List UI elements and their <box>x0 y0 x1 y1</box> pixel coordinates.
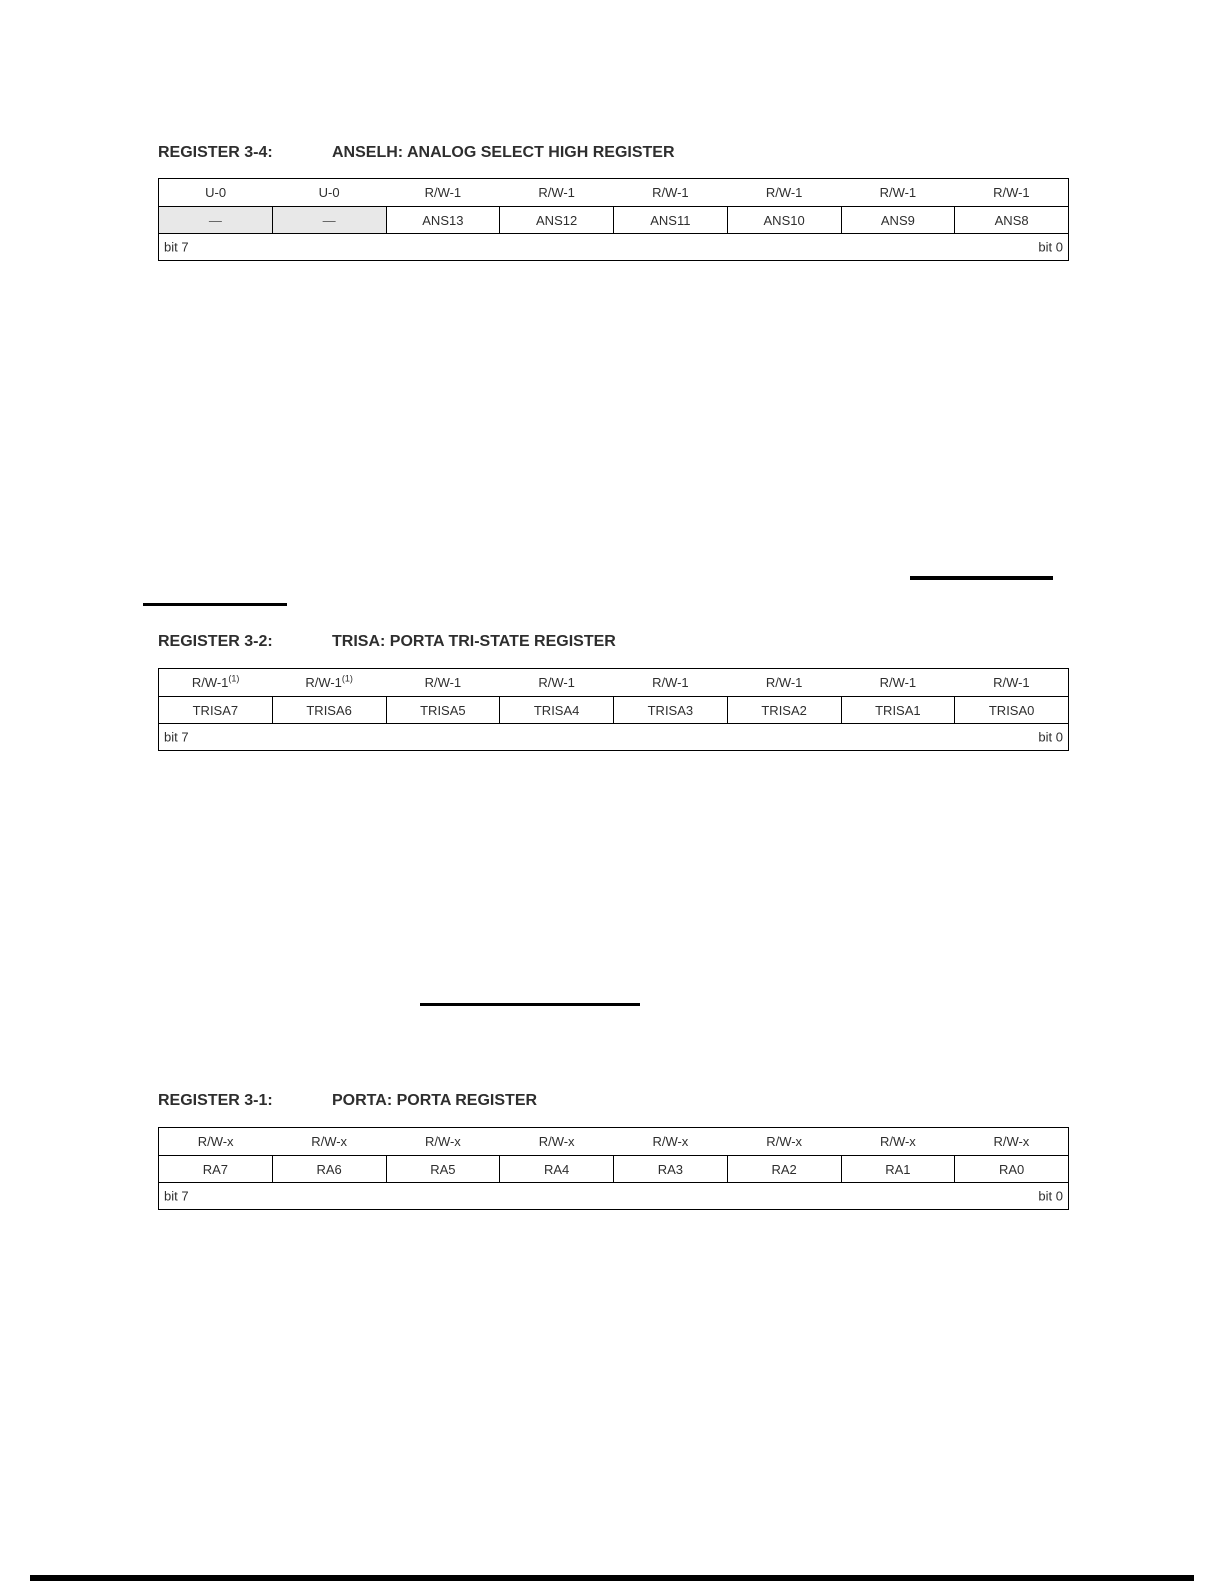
bit-name-cell: RA7 <box>159 1156 273 1183</box>
bit-name-cell: ANS9 <box>841 207 955 234</box>
register-block-porta <box>158 1092 1069 1210</box>
bit-name-cell: — <box>159 207 273 234</box>
bit-type-cell: R/W-1 <box>841 669 955 697</box>
underline-rule <box>910 576 1053 580</box>
bit0-label: bit 0 <box>1038 1188 1063 1204</box>
bit-name-cell: TRISA0 <box>955 697 1069 724</box>
underline-rule <box>143 603 287 606</box>
bit-type-cell: R/W-1$^{(1)}$ <box>272 669 386 697</box>
bit-type-cell: R/W-x <box>500 1128 614 1156</box>
footnote-superscript: (1) <box>341 673 353 684</box>
bit-type-cell: U-0 <box>272 179 386 207</box>
bit-type-cell: U-0 <box>159 179 273 207</box>
bit-range-row <box>159 234 1069 261</box>
register-title: PORTA: PORTA REGISTER <box>332 1092 538 1109</box>
register-label: REGISTER 3-4: <box>158 144 273 161</box>
bit-name-cell: RA5 <box>386 1156 500 1183</box>
bit-range-row <box>159 1183 1069 1210</box>
bit-type-cell: R/W-1 <box>727 669 841 697</box>
bit-type-cell: R/W-x <box>727 1128 841 1156</box>
bit-name-cell: ANS13 <box>386 207 500 234</box>
bit-type-cell: R/W-1 <box>500 669 614 697</box>
bit-type-cell: R/W-1$^{(1)}$ <box>159 669 273 697</box>
register-table-anselh <box>158 178 1069 261</box>
register-title: TRISA: PORTA TRI-STATE REGISTER <box>332 633 616 650</box>
bit7-label: bit 7 <box>164 729 189 745</box>
bit-name-cell: RA6 <box>272 1156 386 1183</box>
register-heading <box>158 144 1069 162</box>
register-table-trisa <box>158 668 1069 751</box>
register-block-trisa <box>158 633 1069 751</box>
bit-name-cell: RA2 <box>727 1156 841 1183</box>
bit-name-cell: — <box>272 207 386 234</box>
register-table-porta <box>158 1127 1069 1210</box>
bit-name-cell: TRISA2 <box>727 697 841 724</box>
register-label: REGISTER 3-2: <box>158 633 273 650</box>
bit-type-cell: R/W-x <box>614 1128 728 1156</box>
bit-name-cell: TRISA4 <box>500 697 614 724</box>
underline-rule <box>420 1003 640 1006</box>
bit0-label: bit 0 <box>1038 239 1063 255</box>
bit7-label: bit 7 <box>164 1188 189 1204</box>
register-heading <box>158 1092 1069 1110</box>
bit-name-cell: RA0 <box>955 1156 1069 1183</box>
footnote-superscript: (1) <box>228 673 240 684</box>
bit-name-cell: ANS10 <box>727 207 841 234</box>
page-bottom-rule <box>30 1575 1194 1581</box>
bit7-label: bit 7 <box>164 239 189 255</box>
register-heading <box>158 633 1069 651</box>
bit-type-cell: R/W-1 <box>500 179 614 207</box>
bit-name-cell: TRISA3 <box>614 697 728 724</box>
bit-name-cell: RA3 <box>614 1156 728 1183</box>
bit-type-cell: R/W-1 <box>614 669 728 697</box>
bit-type-cell: R/W-1 <box>727 179 841 207</box>
bit-type-cell: R/W-x <box>841 1128 955 1156</box>
bit-type-cell: R/W-1 <box>386 179 500 207</box>
bit-name-cell: ANS8 <box>955 207 1069 234</box>
bit-type-cell: R/W-x <box>272 1128 386 1156</box>
bit-name-cell: TRISA6 <box>272 697 386 724</box>
register-label: REGISTER 3-1: <box>158 1092 273 1109</box>
bit-name-cell: RA4 <box>500 1156 614 1183</box>
bit-name-cell: TRISA7 <box>159 697 273 724</box>
bit-type-cell: R/W-x <box>159 1128 273 1156</box>
bit-range-row <box>159 724 1069 751</box>
register-block-anselh <box>158 144 1069 261</box>
bit0-label: bit 0 <box>1038 729 1063 745</box>
bit-type-cell: R/W-1 <box>614 179 728 207</box>
bit-type-cell: R/W-x <box>955 1128 1069 1156</box>
bit-name-cell: ANS12 <box>500 207 614 234</box>
bit-type-cell: R/W-1 <box>955 669 1069 697</box>
bit-type-cell: R/W-1 <box>955 179 1069 207</box>
bit-name-cell: TRISA1 <box>841 697 955 724</box>
bit-name-cell: ANS11 <box>614 207 728 234</box>
bit-name-cell: TRISA5 <box>386 697 500 724</box>
bit-type-cell: R/W-x <box>386 1128 500 1156</box>
bit-name-cell: RA1 <box>841 1156 955 1183</box>
bit-type-cell: R/W-1 <box>386 669 500 697</box>
register-title: ANSELH: ANALOG SELECT HIGH REGISTER <box>332 144 675 161</box>
bit-type-cell: R/W-1 <box>841 179 955 207</box>
